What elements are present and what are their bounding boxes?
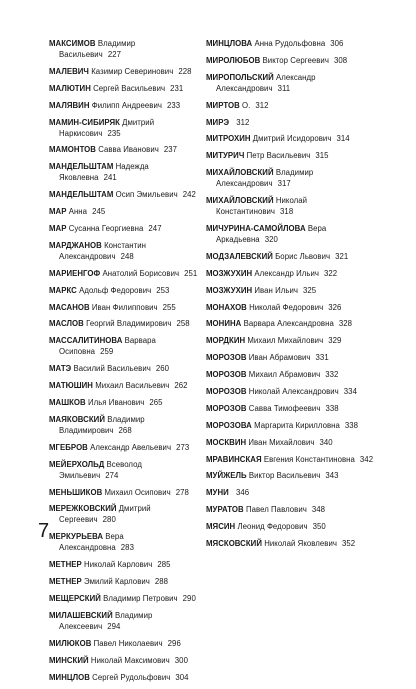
entry-surname: МЕЙЕРХОЛЬД — [49, 459, 105, 469]
entry-given-names: Борис Львович — [275, 251, 331, 261]
index-entry — [49, 559, 199, 570]
entry-page: 283 — [120, 543, 134, 553]
entry-page: 294 — [107, 621, 121, 631]
entry-surname: МЕРЕЖКОВСКИЙ — [49, 504, 117, 514]
index-entry — [206, 352, 376, 363]
entry-given-names: Сусанна Георгиевна — [68, 224, 144, 234]
index-entry — [206, 437, 376, 448]
index-entry — [49, 638, 199, 649]
index-entry — [49, 531, 199, 553]
entry-page: 334 — [343, 387, 357, 397]
entry-page: 255 — [162, 302, 176, 312]
entry-surname: МОРОЗОВ — [206, 353, 247, 363]
index-entry — [49, 38, 199, 60]
entry-page: 338 — [344, 420, 359, 430]
entry-page: 300 — [174, 655, 188, 665]
entry-given-names: Николай Константинович — [216, 196, 308, 217]
entry-surname: МОЗЖУХИН — [206, 285, 253, 295]
entry-given-names: Осип Эмильевич — [115, 190, 178, 200]
entry-surname: МОСКВИН — [206, 437, 247, 447]
entry-page: 247 — [148, 224, 162, 234]
entry-page: 350 — [312, 522, 326, 532]
entry-given-names: Иван Филиппович — [91, 302, 158, 312]
index-entry — [206, 454, 376, 465]
entry-given-names: Вера Аркадьевна — [216, 224, 327, 245]
entry-page: 304 — [175, 672, 189, 682]
index-entry — [49, 655, 199, 666]
index-entry — [206, 223, 376, 245]
entry-page: 237 — [163, 145, 178, 155]
entry-page: 285 — [157, 560, 171, 570]
index-entry — [49, 161, 199, 183]
entry-page: 306 — [330, 39, 344, 48]
entry-given-names: Анатолий Борисович — [102, 268, 180, 278]
entry-page: 311 — [277, 83, 291, 93]
index-entry — [49, 318, 199, 329]
index-entry — [49, 302, 199, 313]
entry-surname: МОРОЗОВ — [206, 403, 247, 413]
entry-surname: МАТЭ — [49, 364, 72, 374]
entry-given-names: Михаил Осипович — [104, 487, 171, 497]
index-entry — [206, 420, 376, 431]
index-entry — [206, 251, 376, 262]
entry-page: 340 — [319, 437, 333, 447]
entry-surname: МЕРКУРЬЕВА — [49, 532, 104, 542]
entry-page: 328 — [338, 319, 353, 329]
entry-given-names: Николай Максимович — [90, 655, 170, 665]
index-column-right — [206, 38, 376, 555]
entry-surname: МУЙЖЕЛЬ — [206, 471, 247, 481]
entry-page: 314 — [336, 134, 350, 144]
index-entry — [49, 335, 199, 357]
entry-surname: МОЗЖУХИН — [206, 268, 253, 278]
entry-page: 228 — [178, 66, 192, 76]
entry-surname: МЯСИН — [206, 522, 236, 532]
entry-page: 326 — [328, 302, 342, 312]
index-entry — [206, 504, 376, 515]
index-entry — [49, 83, 199, 94]
entry-surname: МОРОЗОВ — [206, 387, 247, 397]
entry-page: 258 — [176, 319, 190, 329]
index-entry — [49, 380, 199, 391]
index-entry — [49, 268, 199, 279]
entry-surname: МАЛЯВИН — [49, 100, 90, 110]
entry-page: 278 — [175, 487, 189, 497]
entry-surname: МЕТНЕР — [49, 560, 82, 570]
entry-given-names: Николай Яковлевич — [264, 539, 337, 549]
index-entry — [206, 386, 376, 397]
entry-given-names: Николай Карлович — [84, 560, 153, 570]
entry-given-names: Василий Васильевич — [73, 364, 151, 374]
index-entry — [49, 610, 199, 632]
index-entry — [206, 487, 376, 498]
entry-surname: МОРДКИН — [206, 336, 246, 346]
entry-surname: МИТРОХИН — [206, 134, 251, 144]
entry-given-names: Адольф Федорович — [79, 285, 152, 295]
entry-surname: МАКСИМОВ — [49, 39, 96, 48]
entry-surname: МАМОНТОВ — [49, 145, 96, 155]
entry-surname: МАНДЕЛЬШТАМ — [49, 190, 114, 200]
entry-surname: МОДЗАЛЕВСКИЙ — [206, 251, 273, 261]
entry-surname: МИРОЛЮБОВ — [206, 55, 261, 65]
entry-page: 342 — [359, 454, 374, 464]
entry-given-names: Александр Ильич — [254, 268, 319, 278]
index-entry — [206, 150, 376, 161]
index-entry — [49, 189, 199, 200]
entry-page: 290 — [182, 594, 196, 604]
index-entry — [206, 335, 376, 346]
entry-surname: МИЛЮКОВ — [49, 638, 92, 648]
entry-surname: МОНИНА — [206, 319, 242, 329]
entry-page: 260 — [155, 364, 170, 374]
entry-page: 308 — [333, 55, 348, 65]
entry-page: 331 — [315, 353, 329, 363]
entry-surname: МАР — [49, 207, 67, 217]
entry-given-names: Варвара Александровна — [243, 319, 334, 329]
entry-page: 227 — [107, 50, 121, 59]
entry-surname: МАНДЕЛЬШТАМ — [49, 162, 114, 172]
index-entry — [206, 195, 376, 217]
entry-page: 273 — [176, 442, 190, 452]
entry-given-names: Анна — [68, 207, 88, 217]
index-entry — [206, 268, 376, 279]
entry-given-names: Савва Иванович — [98, 145, 159, 155]
entry-given-names: Александр Авельевич — [90, 442, 172, 452]
entry-given-names: Дмитрий Наркисович — [59, 117, 155, 138]
entry-surname: МАРИЕНГОФ — [49, 268, 101, 278]
entry-page: 317 — [277, 179, 291, 189]
entry-given-names: Александр Александрович — [216, 72, 316, 93]
entry-surname: МИНСКИЙ — [49, 655, 89, 665]
entry-given-names: Владимир Васильевич — [59, 39, 136, 59]
index-entry — [49, 397, 199, 408]
entry-surname: МАМИН-СИБИРЯК — [49, 117, 120, 127]
entry-surname: МАРДЖАНОВ — [49, 240, 102, 250]
entry-page: 248 — [120, 251, 134, 261]
entry-surname: МУРАТОВ — [206, 505, 244, 515]
entry-page: 288 — [154, 577, 169, 587]
entry-page: 296 — [167, 638, 181, 648]
entry-surname: МИРОПОЛЬСКИЙ — [206, 72, 274, 82]
entry-page: 265 — [149, 398, 163, 408]
entry-given-names: Владимир Алексеевич — [59, 610, 153, 631]
entry-given-names: Павел Павлович — [245, 505, 307, 515]
entry-page: 312 — [255, 100, 269, 110]
entry-surname: МАЯКОВСКИЙ — [49, 414, 105, 424]
entry-page: 329 — [328, 336, 342, 346]
entry-given-names: Всеволод Эмильевич — [59, 459, 142, 480]
entry-given-names: Иван Ильич — [254, 285, 299, 295]
entry-given-names: Илья Иванович — [87, 398, 145, 408]
entry-surname: МИХАЙЛОВСКИЙ — [206, 196, 274, 206]
entry-surname: МАШКОВ — [49, 398, 86, 408]
entry-page: 245 — [92, 207, 106, 217]
entry-page: 320 — [264, 235, 278, 245]
entry-surname: МАЛЕВИЧ — [49, 66, 89, 76]
index-entry — [49, 66, 199, 77]
entry-page: 343 — [325, 471, 339, 481]
index-entry — [49, 487, 199, 498]
index-entry — [49, 206, 199, 217]
entry-page: 315 — [315, 151, 329, 161]
entry-given-names: Вера Александровна — [59, 532, 124, 553]
entry-given-names: Иван Абрамович — [248, 353, 311, 363]
entry-given-names: Дмитрий Сергеевич — [59, 504, 151, 525]
entry-surname: МИТУРИЧ — [206, 151, 245, 161]
entry-given-names: О. — [241, 100, 251, 110]
entry-page: 262 — [174, 381, 188, 391]
entry-given-names: Павел Николаевич — [93, 638, 163, 648]
index-entry — [206, 55, 376, 66]
entry-page: 312 — [236, 117, 250, 127]
entry-surname: МЕТНЕР — [49, 577, 82, 587]
index-entry — [206, 72, 376, 94]
entry-given-names: Михаил Абрамович — [248, 370, 321, 380]
entry-page: 348 — [311, 505, 326, 515]
entry-surname: МАССАЛИТИНОВА — [49, 336, 123, 346]
entry-given-names: Варвара Осиповна — [59, 336, 156, 357]
entry-surname: МАЛЮТИН — [49, 83, 91, 93]
entry-page: 280 — [102, 515, 116, 525]
entry-page: 322 — [323, 268, 338, 278]
index-entry — [206, 470, 376, 481]
entry-page: 242 — [182, 190, 196, 200]
entry-page: 318 — [280, 207, 294, 217]
entry-given-names: Анна Рудольфовна — [254, 39, 326, 48]
index-entry — [206, 167, 376, 189]
entry-page: 233 — [166, 100, 181, 110]
index-column-left — [49, 38, 199, 689]
entry-given-names: Владимир Петрович — [103, 594, 178, 604]
entry-surname: МИЧУРИНА-САМОЙЛОВА — [206, 224, 306, 234]
index-entry — [49, 442, 199, 453]
entry-page: 253 — [156, 285, 170, 295]
entry-given-names: Дмитрий Исидорович — [252, 134, 332, 144]
entry-surname: МАСАНОВ — [49, 302, 90, 312]
entry-given-names: Николай Александрович — [248, 387, 339, 397]
entry-page: 235 — [107, 128, 121, 138]
entry-surname: МИНЦЛОВ — [49, 672, 90, 682]
entry-page: 241 — [103, 173, 117, 183]
index-entry — [49, 414, 199, 436]
index-entry — [49, 576, 199, 587]
entry-given-names: Савва Тимофеевич — [248, 403, 321, 413]
entry-given-names: Николай Федорович — [249, 302, 324, 312]
entry-given-names: Виктор Сергеевич — [262, 55, 329, 65]
page-number: 7 — [38, 520, 50, 542]
entry-surname: МРАВИНСКАЯ — [206, 454, 262, 464]
entry-given-names: Виктор Васильевич — [248, 471, 321, 481]
entry-surname: МАТЮШИН — [49, 381, 93, 391]
entry-given-names: Эмилий Карлович — [84, 577, 150, 587]
index-entry — [206, 117, 376, 128]
index-entry — [206, 285, 376, 296]
entry-given-names: Константин Александрович — [59, 240, 147, 261]
entry-given-names: Сергей Васильевич — [93, 83, 166, 93]
entry-surname: МАР — [49, 224, 67, 234]
entry-page: 332 — [325, 370, 339, 380]
index-entry — [49, 503, 199, 525]
entry-surname: МЯСКОВСКИЙ — [206, 539, 262, 549]
entry-surname: МОНАХОВ — [206, 302, 247, 312]
entry-given-names: Михаил Михайлович — [247, 336, 324, 346]
index-entry — [49, 363, 199, 374]
entry-page: 346 — [236, 488, 250, 498]
index-entry — [49, 593, 199, 604]
index-entry — [49, 285, 199, 296]
entry-surname: МАРКС — [49, 285, 77, 295]
entry-given-names: Михаил Васильевич — [95, 381, 170, 391]
index-entry — [49, 100, 199, 111]
entry-page: 352 — [341, 539, 356, 549]
entry-given-names: Филипп Андреевич — [91, 100, 162, 110]
entry-page: 268 — [118, 425, 132, 435]
index-entry — [49, 240, 199, 262]
index-entry — [206, 538, 376, 549]
index-entry — [206, 302, 376, 313]
entry-page: 231 — [170, 83, 184, 93]
entry-surname: МОРОЗОВА — [206, 420, 252, 430]
index-entry — [49, 144, 199, 155]
entry-surname: МИЛАШЕВСКИЙ — [49, 610, 113, 620]
entry-page: 325 — [303, 285, 317, 295]
entry-page: 321 — [335, 251, 349, 261]
entry-surname: МИНЦЛОВА — [206, 39, 253, 48]
entry-surname: МИРЭ — [206, 117, 230, 127]
index-entry — [49, 117, 199, 139]
entry-page: 251 — [184, 268, 198, 278]
entry-given-names: Евгения Константиновна — [263, 454, 355, 464]
entry-page: 259 — [100, 347, 114, 357]
index-entry — [49, 672, 199, 683]
entry-surname: МЕЩЕРСКИЙ — [49, 594, 101, 604]
entry-given-names: Леонид Федорович — [237, 522, 308, 532]
entry-surname: МИРТОВ — [206, 100, 240, 110]
entry-given-names: Владимир Владимирович — [59, 414, 145, 435]
entry-surname: МАСЛОВ — [49, 319, 84, 329]
entry-given-names: Сергей Рудольфович — [92, 672, 171, 682]
index-entry — [206, 403, 376, 414]
index-entry — [206, 521, 376, 532]
index-entry — [49, 223, 199, 234]
entry-given-names: Иван Михайлович — [248, 437, 315, 447]
index-entry — [206, 369, 376, 380]
index-entry — [206, 100, 376, 111]
entry-surname: МЕНЬШИКОВ — [49, 487, 103, 497]
entry-given-names: Георгий Владимирович — [86, 319, 172, 329]
entry-surname: МИХАЙЛОВСКИЙ — [206, 168, 274, 178]
index-entry — [206, 38, 376, 49]
entry-surname: МГЕБРОВ — [49, 442, 88, 452]
entry-given-names: Казимир Северинович — [91, 66, 174, 76]
entry-given-names: Надежда Яковлевна — [59, 162, 149, 183]
entry-given-names: Владимир Александрович — [216, 168, 314, 189]
entry-surname: МОРОЗОВ — [206, 370, 247, 380]
index-entry — [206, 133, 376, 144]
index-entry — [49, 459, 199, 481]
entry-surname: МУНИ — [206, 488, 229, 498]
index-entry — [206, 318, 376, 329]
entry-given-names: Петр Васильевич — [246, 151, 311, 161]
entry-page: 274 — [105, 470, 119, 480]
entry-page: 338 — [325, 403, 339, 413]
entry-given-names: Маргарита Кирилловна — [254, 420, 340, 430]
